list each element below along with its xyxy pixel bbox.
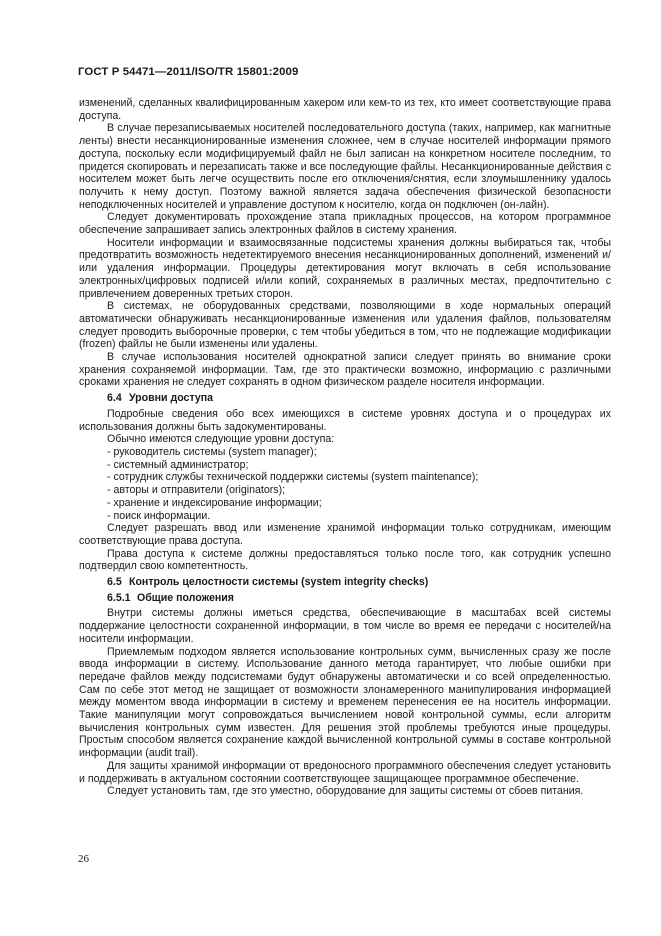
- paragraph: В системах, не оборудованных средствами, позволяющими в ходе нормальных операций автоматически обнаруживать несанкционированные изменения или удаления файлов, пользователям следует проводить выборочные проверки, с тем чтобы убедиться в том, что не подлежащие модификации (frozen) файлы не были изменены или удалены.: [79, 300, 611, 351]
- section-number: 6.5.1: [107, 591, 131, 604]
- document-body: [79, 97, 611, 798]
- paragraph: Права доступа к системе должны предоставляться только после того, как сотрудник успешно подтвердил свою компетентность.: [79, 547, 611, 573]
- section-title: Общие положения: [137, 591, 234, 604]
- paragraph: В случае перезаписываемых носителей последовательного доступа (таких, например, как магнитные ленты) внести несанкционированные изменения сложнее, чем в случае носителей информации прямого доступа, поскольку если модифицируемый файл не был записан на конкретном носителе последним, то придется скопировать и перезаписать также и все последующие файлы. Несанкционированные действия с носителем может быть легче осуществить после его отключения/снятия, если злоумышленнику удалось получить к нему доступ. Поэтому важной является задача обеспечения физической безопасности неподключенных носителей и управление доступом к носителю, когда он подключен (он-лайн).: [79, 122, 611, 211]
- section-title: Уровни доступа: [129, 392, 214, 405]
- section-number: 6.4: [107, 392, 122, 405]
- paragraph: Следует установить там, где это уместно, оборудование для защиты системы от сбоев питания.: [107, 785, 584, 798]
- section-number: 6.5: [107, 576, 122, 589]
- list-item: - сотрудник службы технической поддержки системы (system maintenance);: [107, 471, 479, 484]
- paragraph: изменений, сделанных квалифицированным хакером или кем-то из тех, кто имеет соответствующие права доступа.: [79, 97, 611, 122]
- paragraph: Внутри системы должны иметься средства, обеспечивающие в масштабах всей системы поддержание целостности сохраненной информации, в том числе во время ее передачи с носителей/на носители информации.: [79, 607, 611, 645]
- page-number: 26: [78, 853, 89, 865]
- list-item: - руководитель системы (system manager);: [107, 445, 317, 458]
- list-item: - хранение и индексирование информации;: [107, 496, 322, 509]
- section-heading: [79, 576, 611, 589]
- paragraph: Для защиты хранимой информации от вредоносного программного обеспечения следует установить и поддерживать в актуальном состоянии соответствующее защищающее программное обеспечение.: [79, 759, 611, 785]
- list-item: - авторы и отправители (originators);: [107, 484, 286, 497]
- paragraph: Приемлемым подходом является использование контрольных сумм, вычисленных сразу же после ввода информации в систему. Использование данного метода гарантирует, что любые ошибки при передаче файлов между подсистемами будут обнаружены автоматически и со всей определенностью. Сам по себе этот метод не защищает от возможности злонамеренного манипулирования информацией между моментом ввода информации в систему и временем перенесения ее на носитель информации. Такие манипуляции могут сопровождаться вычислением новой контрольной суммы, если алгоритм вычисления контрольных сумм известен. Для решения этой проблемы требуются иные процедуры. Простым способом является сохранение каждой вычисленной контрольной суммы в составе контрольной информации (audit trail).: [79, 645, 611, 760]
- paragraph: Следует документировать прохождение этапа прикладных процессов, на котором программное обеспечение запрашивает запись электронных файлов в систему хранения.: [79, 211, 611, 237]
- subsection-heading: [79, 592, 611, 605]
- document-header: ГОСТ Р 54471—2011/ISO/TR 15801:2009: [78, 66, 299, 78]
- paragraph: Подробные сведения обо всех имеющихся в системе уровнях доступа и о процедурах их использования должны быть задокументированы.: [79, 407, 611, 433]
- section-title: Контроль целостности системы (system integrity checks): [129, 576, 429, 589]
- paragraph: В случае использования носителей однократной записи следует принять во внимание сроки хранения сохраняемой информации. Там, где это практически возможно, информацию с различными сроками хранения не следует сохранять в одном физическом разделе носителя информации.: [79, 351, 611, 389]
- paragraph: Обычно имеются следующие уровни доступа:: [107, 433, 335, 446]
- list-item: - системный администратор;: [107, 458, 249, 471]
- paragraph: Носители информации и взаимосвязанные подсистемы хранения должны выбираться так, чтобы предотвратить возможность недетектируемого внесения несанкционированных дополнений, изменений и/или удаления информации. Процедуры детектирования могут включать в себя использование электронных/цифровых подписей и/или копий, сохраняемых в различных местах, предпочтительно с привлечением доверенных третьих сторон.: [79, 236, 611, 300]
- section-heading: [79, 392, 611, 405]
- list-item: - поиск информации.: [107, 509, 211, 522]
- paragraph: Следует разрешать ввод или изменение хранимой информации только сотрудникам, имеющим соответствующие права доступа.: [79, 522, 611, 547]
